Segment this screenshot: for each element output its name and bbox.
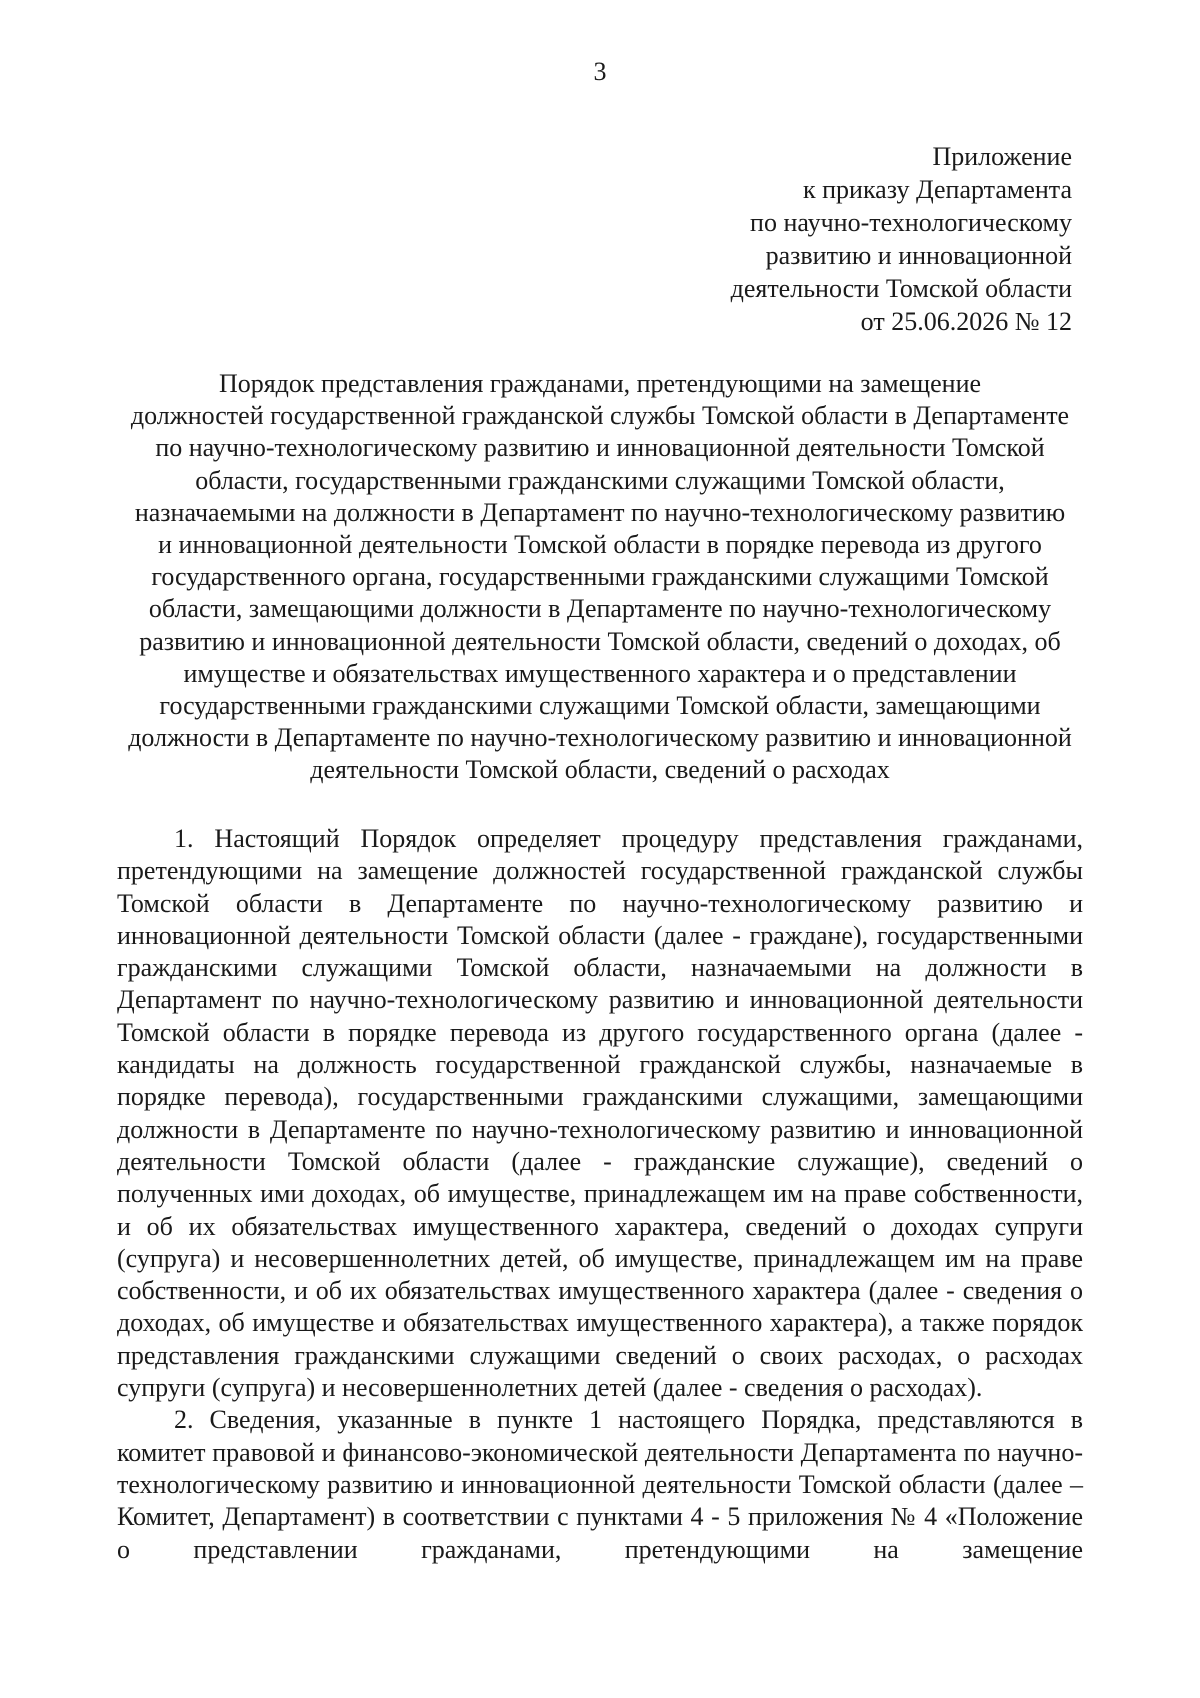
appendix-line: по научно-технологическому (750, 208, 1072, 237)
paragraph-2: 2. Сведения, указанные в пункте 1 настоящего Порядка, представляются в комитет правовой и финансово-экономической деятельности Департамента по научно-технологическому развитию и инновационной деятельности Томской области (далее – Комитет, Департамент) в соответствии с пунктами 4 - 5 приложения № 4 «Положение о представлении гражданами, претендующими на замещение (117, 1405, 1083, 1564)
title-line: должности в Департаменте по научно-технологическому развитию и инновационной (128, 723, 1072, 753)
appendix-header (552, 140, 1072, 338)
appendix-line: Приложение (932, 142, 1072, 171)
title-line: назначаемыми на должности в Департамент по научно-технологическому развитию (134, 497, 1066, 527)
title-line: области, государственными гражданскими служащими Томской области, (195, 465, 1005, 495)
title-line: деятельности Томской области, сведений о расходах (310, 755, 890, 785)
document-body (117, 823, 1083, 1566)
title-line: Порядок представления гражданами, претендующими на замещение (218, 369, 982, 398)
title-line: и инновационной деятельности Томской области в порядке перевода из другого (158, 530, 1042, 560)
title-line: развитию и инновационной деятельности Томской области, сведений о доходах, об (139, 626, 1061, 656)
appendix-line: к приказу Департамента (802, 175, 1072, 204)
appendix-line: деятельности Томской области (730, 274, 1072, 303)
paragraph-1: 1. Настоящий Порядок определяет процедуру представления гражданами, претендующими на замещение должностей государственной гражданской службы Томской области в Департаменте по научно-технологическому развитию и инновационной деятельности Томской области (далее - граждане), государственными гражданскими служащими Томской области, назначаемыми на должности в Департамент по научно-технологическому развитию и инновационной деятельности Томской области в порядке перевода из другого государственного органа (далее - кандидаты на должность государственной гражданской службы, назначаемые в порядке перевода), государственными гражданскими служащими, замещающими должности в Департаменте по научно-технологическому развитию и инновационной деятельности Томской области (далее - гражданские служащие), сведений о полученных ими доходах, об имуществе, принадлежащем им на праве собственности, и об их обязательствах имущественного характера, сведений о доходах супруги (супруга) и несовершеннолетних детей, об имуществе, принадлежащем им на праве собственности, и об их обязательствах имущественного характера (далее - сведения о доходах, об имуществе и обязательствах имущественного характера), а также порядок представления гражданскими служащими сведений о своих расходах, о расходах супруги (супруга) и несовершеннолетних детей (далее - сведения о расходах). (117, 824, 1083, 1403)
title-line: имуществе и обязательствах имущественного характера и о представлении (183, 658, 1017, 688)
title-line: области, замещающими должности в Департаменте по научно-технологическому (148, 594, 1052, 624)
appendix-line: от 25.06.2026 № 12 (860, 307, 1072, 336)
document-title (110, 368, 1090, 787)
appendix-line: развитию и инновационной (765, 241, 1072, 270)
title-line: по научно-технологическому развитию и инновационной деятельности Томской (155, 433, 1045, 463)
page-number: 3 (593, 57, 607, 86)
title-line: государственными гражданскими служащими Томской области, замещающими (159, 691, 1041, 721)
title-line: должностей государственной гражданской службы Томской области в Департаменте (130, 401, 1070, 431)
title-line: государственного органа, государственными гражданскими служащими Томской (151, 562, 1049, 592)
